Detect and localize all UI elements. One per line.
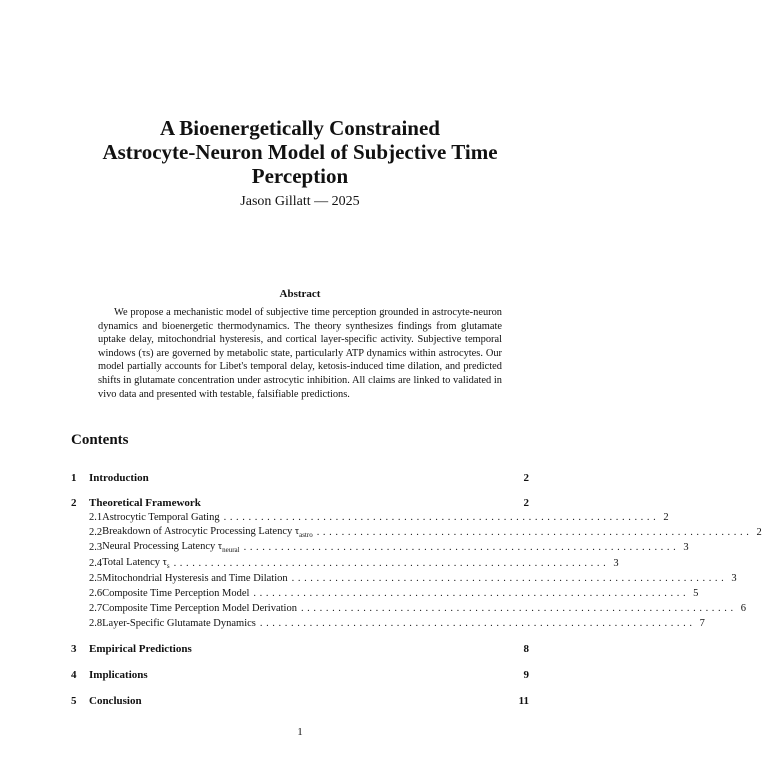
toc-number: 3 <box>71 643 77 655</box>
toc-title: Conclusion <box>89 695 142 707</box>
toc-leader-dots: ...................................................................... <box>291 572 728 584</box>
toc-title: Introduction <box>89 471 149 484</box>
toc-section-theoretical-framework[interactable] <box>71 495 529 510</box>
toc-section-conclusion[interactable] <box>71 694 529 709</box>
toc-title <box>102 526 313 539</box>
toc-leader-dots: ...................................................................... <box>243 542 680 554</box>
toc-page: 9 <box>523 669 529 681</box>
toc-page: 8 <box>523 643 529 655</box>
toc-page: 7 <box>699 618 705 630</box>
toc-number: 2.2 <box>89 527 103 539</box>
page-number: 1 <box>297 726 303 738</box>
title-line-3: Perception <box>251 164 349 188</box>
toc-leader-dots: ...................................................................... <box>300 603 737 615</box>
toc-subsection-astrocytic-temporal-gating[interactable] <box>71 510 669 525</box>
toc-title-text: Neural Processing Latency τ <box>102 541 223 553</box>
toc-number: 2.4 <box>89 557 103 569</box>
toc-subsection-astrocytic-latency[interactable] <box>71 525 762 540</box>
title-line-2: Astrocyte-Neuron Model of Subjective Time <box>102 140 498 164</box>
toc-title <box>102 557 169 570</box>
toc-leader-dots: ...................................................................... <box>253 588 690 600</box>
toc-title: Layer-Specific Glutamate Dynamics <box>102 618 256 630</box>
toc-number: 4 <box>71 669 77 681</box>
toc-title: Composite Time Perception Model <box>102 588 250 600</box>
toc-leader-dots: ...................................................................... <box>223 512 660 524</box>
toc-subsection-composite-model-derivation[interactable] <box>71 601 746 616</box>
toc-title-text: Total Latency τ <box>102 556 167 568</box>
toc-title-subscript: astro <box>299 531 313 540</box>
toc-title-text: Breakdown of Astrocytic Processing Latency τ <box>102 526 300 538</box>
toc-title: Composite Time Perception Model Derivation <box>102 603 297 615</box>
paper-title <box>40 116 560 188</box>
toc-title-subscript: neural <box>222 546 240 555</box>
toc-number: 5 <box>71 695 77 707</box>
toc-page: 3 <box>683 542 689 554</box>
toc-leader-dots: ...................................................................... <box>316 527 753 539</box>
contents-heading: Contents <box>71 432 129 448</box>
toc-section-introduction[interactable] <box>71 470 529 485</box>
toc-leader-dots: ...................................................................... <box>259 618 696 630</box>
toc-page: 2 <box>756 527 762 539</box>
toc-page: 2 <box>663 512 669 524</box>
title-line-1: A Bioenergetically Constrained <box>160 116 440 140</box>
toc-number: 2 <box>71 496 77 509</box>
toc-subsection-composite-model[interactable] <box>71 586 699 601</box>
toc-page: 2 <box>523 471 529 484</box>
toc-title: Implications <box>89 669 148 681</box>
toc-subsection-total-latency[interactable] <box>71 556 619 571</box>
toc-title: Mitochondrial Hysteresis and Time Dilation <box>102 572 288 584</box>
abstract-text: We propose a mechanistic model of subjective time perception grounded in astrocyte-neuron dynamics and bioenergetic thermodynamics. The theory synthesizes findings from glutamate uptake delay, mitochondrial hysteresis, and cortical layer-specific activity. Subjective temporal windows (τs) are governed by metabolic state, particularly ATP dynamics within astrocytes. Our model partially accounts for Libet's temporal delay, ketosis-induced time dilation, and predicted shifts in glutamate concentration under astrocytic inhibition. All claims are linked to validated in vivo data and presented with testable, falsifiable predictions. <box>98 307 502 400</box>
toc-number: 2.1 <box>89 512 103 524</box>
table-of-contents <box>71 470 762 709</box>
toc-title: Astrocytic Temporal Gating <box>102 512 220 524</box>
toc-number: 2.8 <box>89 618 103 630</box>
toc-number: 1 <box>71 471 77 484</box>
toc-number: 2.5 <box>89 572 103 584</box>
author-line: Jason Gillatt — 2025 <box>240 194 360 209</box>
toc-page: 3 <box>613 557 619 569</box>
toc-subsection-layer-specific-glutamate[interactable] <box>71 616 705 631</box>
toc-page: 2 <box>523 496 529 509</box>
toc-page: 5 <box>693 588 699 600</box>
toc-title: Empirical Predictions <box>89 643 192 655</box>
toc-subsection-mitochondrial-hysteresis[interactable] <box>71 571 737 586</box>
toc-subsection-neural-latency[interactable] <box>71 540 689 555</box>
toc-leader-dots: ...................................................................... <box>173 557 610 569</box>
toc-title: Theoretical Framework <box>89 496 201 509</box>
toc-number: 2.7 <box>89 603 103 615</box>
toc-number: 2.3 <box>89 542 103 554</box>
toc-section-empirical-predictions[interactable] <box>71 642 529 657</box>
toc-page: 3 <box>731 572 737 584</box>
toc-title <box>102 541 239 554</box>
toc-title-subscript: s <box>166 561 170 570</box>
toc-number: 2.6 <box>89 588 103 600</box>
abstract-heading: Abstract <box>279 288 321 300</box>
toc-section-implications[interactable] <box>71 668 529 683</box>
toc-page: 11 <box>518 695 529 707</box>
toc-page: 6 <box>740 603 746 615</box>
